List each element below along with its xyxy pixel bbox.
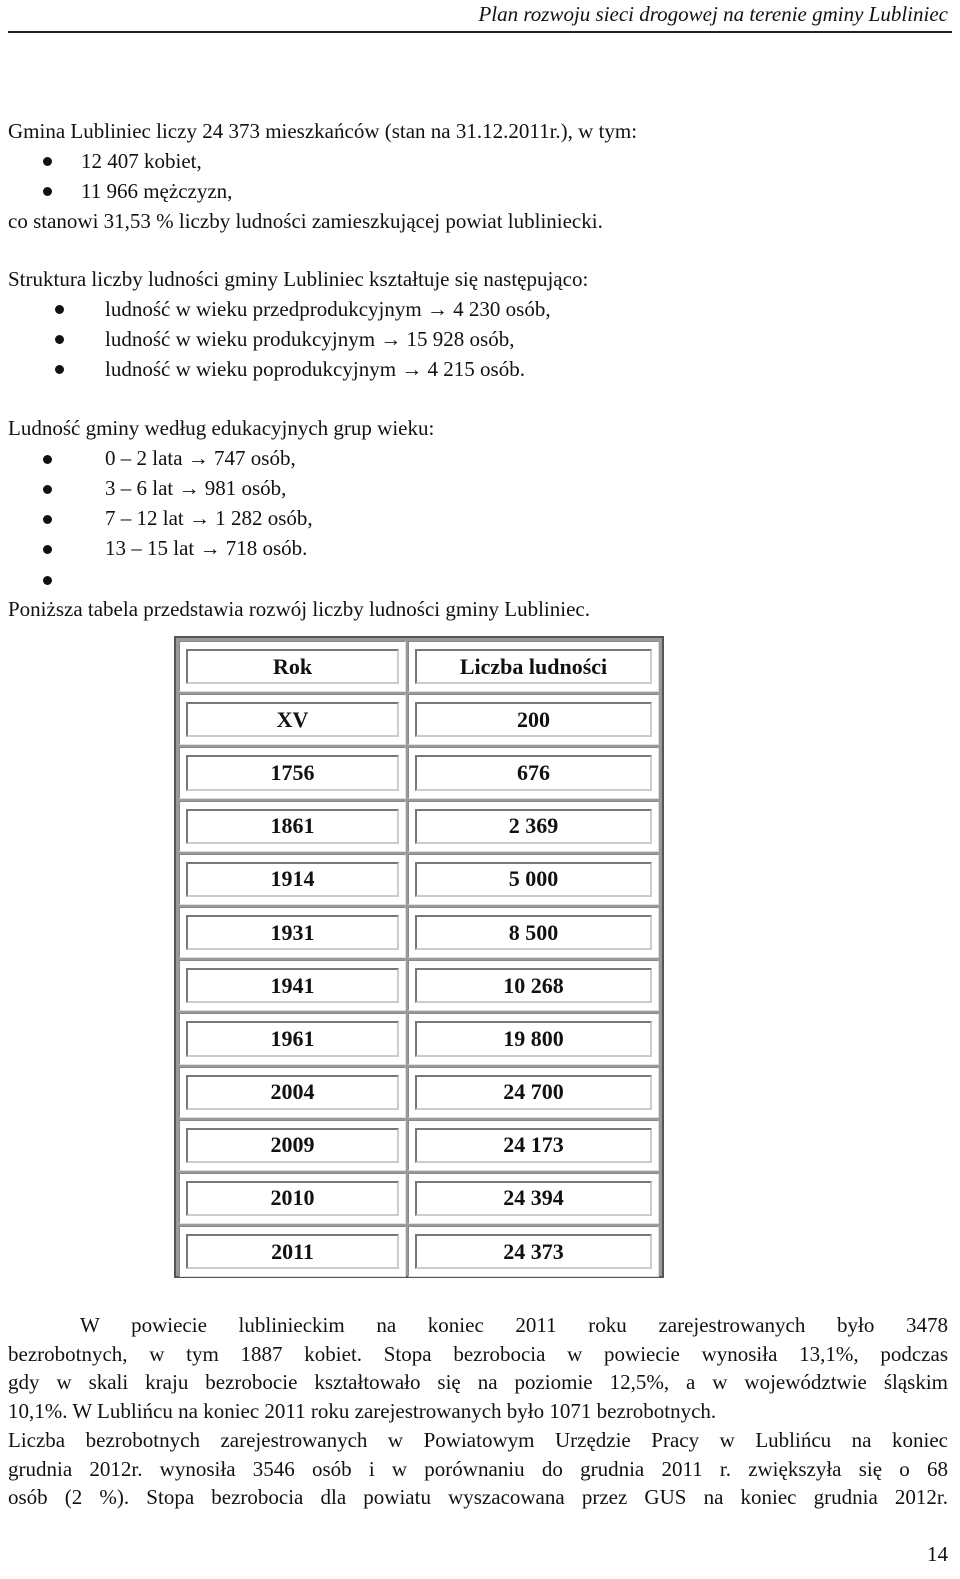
population-intro: Gmina Lubliniec liczy 24 373 mieszkańców (stan na 31.12.2011r.), w tym: [8, 119, 638, 143]
education-item: 13 – 15 lat → 718 osób. [105, 536, 308, 560]
table-cell [408, 960, 659, 1011]
bullet-icon [43, 455, 52, 464]
population-value: 24 394 [415, 1181, 652, 1216]
table-cell [408, 1226, 659, 1277]
table-row [178, 959, 660, 1012]
header-title: Plan rozwoju sieci drogowej na terenie gminy Lubliniec [478, 2, 948, 26]
table-cell [179, 1067, 406, 1118]
table-cell [179, 1226, 406, 1277]
paragraph-line: W powiecie lublinieckim na koniec 2011 roku zarejestrowanych było 3478 [80, 1313, 948, 1337]
education-intro: Ludność gminy według edukacyjnych grup wieku: [8, 416, 435, 440]
paragraph-line: osób (2 %). Stopa bezrobocia dla powiatu wyszacowana przez GUS na koniec grudnia 2012r. [8, 1485, 948, 1510]
education-item: 3 – 6 lat → 981 osób, [105, 476, 287, 500]
paragraph-line: gdy w skali kraju bezrobocie kształtowało się na poziomie 12,5%, a w województwie śląskim [8, 1370, 948, 1395]
table-cell [179, 1173, 406, 1224]
table-intro: Poniższa tabela przedstawia rozwój liczby ludności gminy Lubliniec. [8, 597, 590, 621]
table-row [178, 906, 660, 959]
structure-item: ludność w wieku poprodukcyjnym → 4 215 osób. [105, 357, 525, 381]
year-value: 1756 [186, 755, 399, 790]
table-cell [408, 801, 659, 852]
year-value: 2011 [186, 1234, 399, 1269]
population-item: 12 407 kobiet, [81, 149, 202, 173]
year-value: 1941 [186, 968, 399, 1003]
population-value: 5 000 [415, 862, 652, 897]
table-cell [408, 1067, 659, 1118]
bullet-icon [43, 187, 52, 196]
page-header [8, 0, 952, 33]
table-cell [179, 854, 406, 905]
population-value: 24 173 [415, 1128, 652, 1163]
table-row [178, 693, 660, 746]
table-header-row [178, 640, 660, 693]
unemployment-paragraph [8, 1311, 948, 1512]
population-history-table [174, 636, 664, 1278]
paragraph-line: grudnia 2012r. wynosiła 3546 osób i w porównaniu do grudnia 2011 r. zwiększyła się o 68 [8, 1456, 948, 1481]
table-row [178, 746, 660, 799]
header-rok: Rok [186, 649, 399, 684]
bullet-icon [55, 335, 64, 344]
bullet-icon [43, 515, 52, 524]
table-row [178, 800, 660, 853]
population-value: 24 700 [415, 1075, 652, 1110]
bullet-icon [43, 485, 52, 494]
structure-item: ludność w wieku przedprodukcyjnym → 4 230 osób, [105, 297, 551, 321]
table-cell [179, 1120, 406, 1171]
education-item: 7 – 12 lat → 1 282 osób, [105, 506, 313, 530]
population-value: 8 500 [415, 915, 652, 950]
table-cell [408, 747, 659, 798]
population-value: 676 [415, 755, 652, 790]
population-value: 24 373 [415, 1234, 652, 1269]
table-cell [408, 907, 659, 958]
paragraph-line: 10,1%. W Lublińcu na koniec 2011 roku zarejestrowanych było 1071 bezrobotnych. [8, 1399, 717, 1424]
population-item: 11 966 mężczyzn, [81, 179, 233, 203]
table-cell [179, 747, 406, 798]
table-cell [179, 960, 406, 1011]
bullet-icon [43, 545, 52, 554]
year-value: 2010 [186, 1181, 399, 1216]
table-cell [179, 694, 406, 745]
page-number: 14 [927, 1542, 948, 1566]
table-row [178, 853, 660, 906]
table-row [178, 1119, 660, 1172]
table-cell [179, 1013, 406, 1064]
population-value: 10 268 [415, 968, 652, 1003]
table-cell [408, 1173, 659, 1224]
table-cell [408, 694, 659, 745]
bullet-icon [55, 305, 64, 314]
table-row [178, 1066, 660, 1119]
bullet-icon [43, 157, 52, 166]
education-item: 0 – 2 lata → 747 osób, [105, 446, 296, 470]
paragraph-line: Liczba bezrobotnych zarejestrowanych w Powiatowym Urzędzie Pracy w Lublińcu na koniec [8, 1427, 948, 1452]
table-cell [408, 854, 659, 905]
year-value: 1961 [186, 1021, 399, 1056]
population-value: 19 800 [415, 1021, 652, 1056]
table-cell [179, 801, 406, 852]
structure-item: ludność w wieku produkcyjnym → 15 928 osób, [105, 327, 515, 351]
table-row [178, 1012, 660, 1065]
year-value: 1914 [186, 862, 399, 897]
table-cell [408, 1120, 659, 1171]
population-value: 2 369 [415, 809, 652, 844]
year-value: XV [186, 702, 399, 737]
paragraph-line: bezrobotnych, w tym 1887 kobiet. Stopa bezrobocia w powiecie wynosiła 13,1%, podczas [8, 1341, 948, 1366]
table-header-cell [408, 641, 659, 692]
table-row [178, 1172, 660, 1225]
table-cell [408, 1013, 659, 1064]
table-row [178, 1225, 660, 1278]
year-value: 1931 [186, 915, 399, 950]
header-liczba-ludnosci: Liczba ludności [415, 649, 652, 684]
table-header-cell [179, 641, 406, 692]
bullet-icon [43, 576, 52, 585]
structure-intro: Struktura liczby ludności gminy Lubliniec kształtuje się następująco: [8, 267, 589, 291]
year-value: 2004 [186, 1075, 399, 1110]
population-value: 200 [415, 702, 652, 737]
bullet-icon [55, 365, 64, 374]
year-value: 2009 [186, 1128, 399, 1163]
table-cell [179, 907, 406, 958]
population-outro: co stanowi 31,53 % liczby ludności zamieszkującej powiat lubliniecki. [8, 209, 603, 233]
year-value: 1861 [186, 809, 399, 844]
